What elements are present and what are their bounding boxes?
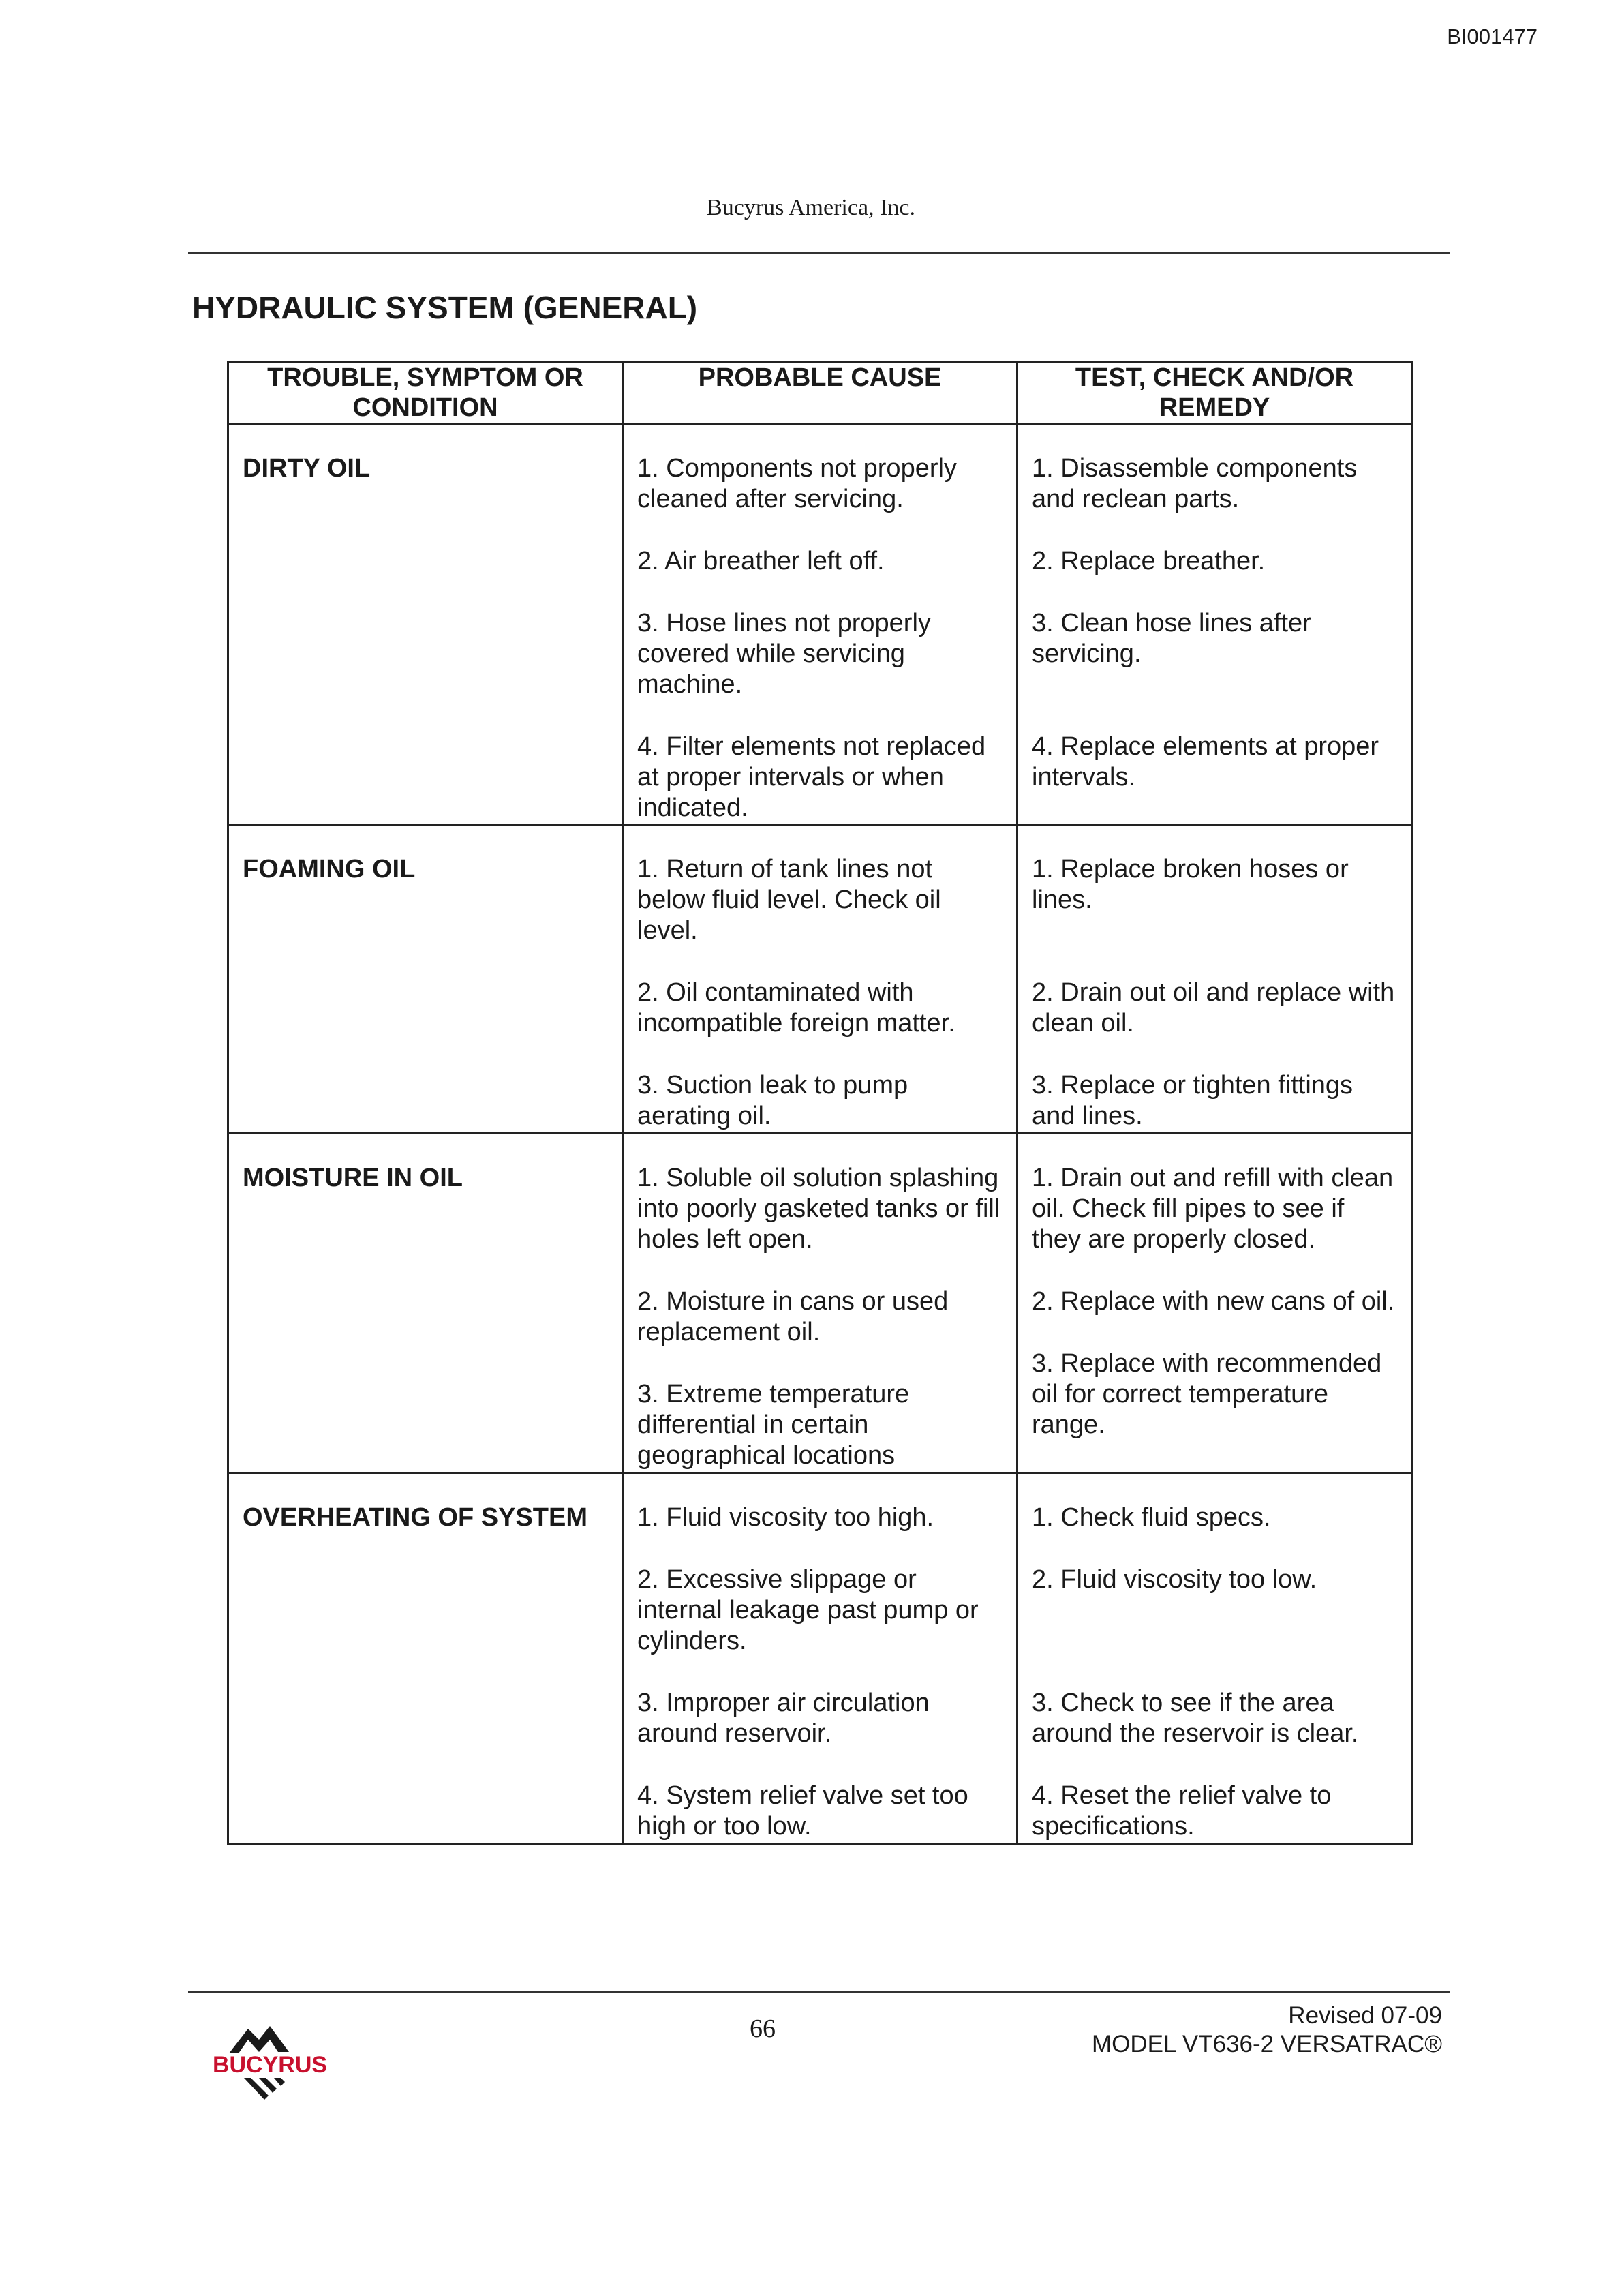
condition-cell: MOISTURE IN OIL — [228, 1134, 623, 1473]
cause-cell — [623, 825, 1017, 1134]
remedy-item: 3. Check to see if the area around the reservoir is clear. — [1032, 1689, 1359, 1748]
cause-item: 1. Return of tank lines not below fluid level. Check oil level. — [637, 855, 941, 945]
remedy-cell — [1017, 825, 1412, 1134]
cause-item: 3. Extreme temperature differential in certain geographical locations — [637, 1380, 910, 1470]
table-row — [228, 424, 1412, 825]
remedy-item: 2. Replace breather. — [1032, 547, 1266, 575]
remedy-cell — [1017, 424, 1412, 825]
remedy-item: 1. Drain out and refill with clean oil. Check fill pipes to see if they are properly closed. — [1032, 1164, 1394, 1254]
header-divider — [188, 252, 1450, 254]
document-id: BI001477 — [1447, 25, 1537, 48]
cause-cell — [623, 1134, 1017, 1473]
remedy-cell — [1017, 1134, 1412, 1473]
remedy-item: 2. Fluid viscosity too low. — [1032, 1565, 1317, 1594]
model-name: MODEL VT636-2 VERSATRAC® — [1092, 2031, 1442, 2057]
cause-item: 2. Oil contaminated with incompatible foreign matter. — [637, 978, 955, 1038]
cause-item: 4. Filter elements not replaced at proper intervals or when indicated. — [637, 732, 986, 822]
table-row — [228, 1473, 1412, 1844]
cause-item: 3. Hose lines not properly covered while servicing machine. — [637, 609, 931, 699]
section-title: HYDRAULIC SYSTEM (GENERAL) — [192, 290, 698, 325]
revision-date: Revised 07-09 — [1288, 2002, 1442, 2029]
cause-item: 2. Moisture in cans or used replacement oil. — [637, 1287, 949, 1346]
remedy-item: 4. Replace elements at proper intervals. — [1032, 732, 1379, 791]
remedy-cell — [1017, 1473, 1412, 1844]
remedy-item: 1. Check fluid specs. — [1032, 1503, 1271, 1532]
bucyrus-logo — [202, 2019, 338, 2101]
column-header-cause: PROBABLE CAUSE — [623, 362, 1017, 424]
cause-item: 3. Suction leak to pump aerating oil. — [637, 1071, 908, 1130]
table-row — [228, 1134, 1412, 1473]
remedy-item: 2. Replace with new cans of oil. — [1032, 1287, 1395, 1316]
logo-text: BUCYRUS — [212, 2052, 328, 2078]
table-header-row — [228, 362, 1412, 424]
footer-model-info — [1092, 2002, 1442, 2059]
column-header-condition: TROUBLE, SYMPTOM OR CONDITION — [228, 362, 623, 424]
cause-item: 2. Air breather left off. — [637, 547, 885, 575]
footer-divider — [188, 1991, 1450, 1993]
condition-cell: FOAMING OIL — [228, 825, 623, 1134]
remedy-item: 2. Drain out oil and replace with clean oil. — [1032, 978, 1395, 1038]
cause-item: 1. Soluble oil solution splashing into poorly gasketed tanks or fill holes left open. — [637, 1164, 1000, 1254]
remedy-item: 3. Clean hose lines after servicing. — [1032, 609, 1311, 668]
condition-cell: OVERHEATING OF SYSTEM — [228, 1473, 623, 1844]
page-number: 66 — [750, 2014, 776, 2043]
cause-item: 1. Fluid viscosity too high. — [637, 1503, 934, 1532]
remedy-item: 1. Replace broken hoses or lines. — [1032, 855, 1349, 914]
cause-cell — [623, 1473, 1017, 1844]
table-row — [228, 825, 1412, 1134]
remedy-item: 3. Replace or tighten fittings and lines. — [1032, 1071, 1353, 1130]
troubleshooting-table — [227, 361, 1413, 1845]
column-header-remedy: TEST, CHECK AND/OR REMEDY — [1017, 362, 1412, 424]
logo-mountain-icon — [229, 2026, 289, 2053]
cause-item: 1. Components not properly cleaned after servicing. — [637, 454, 957, 513]
cause-cell — [623, 424, 1017, 825]
remedy-item: 1. Disassemble components and reclean parts. — [1032, 454, 1358, 513]
cause-item: 3. Improper air circulation around reservoir. — [637, 1689, 930, 1748]
company-name: Bucyrus America, Inc. — [707, 195, 915, 220]
remedy-item: 4. Reset the relief valve to specifications. — [1032, 1781, 1332, 1841]
cause-item: 2. Excessive slippage or internal leakage past pump or cylinders. — [637, 1565, 979, 1655]
remedy-item: 3. Replace with recommended oil for correct temperature range. — [1032, 1349, 1382, 1439]
condition-cell: DIRTY OIL — [228, 424, 623, 825]
cause-item: 4. System relief valve set too high or too low. — [637, 1781, 968, 1841]
